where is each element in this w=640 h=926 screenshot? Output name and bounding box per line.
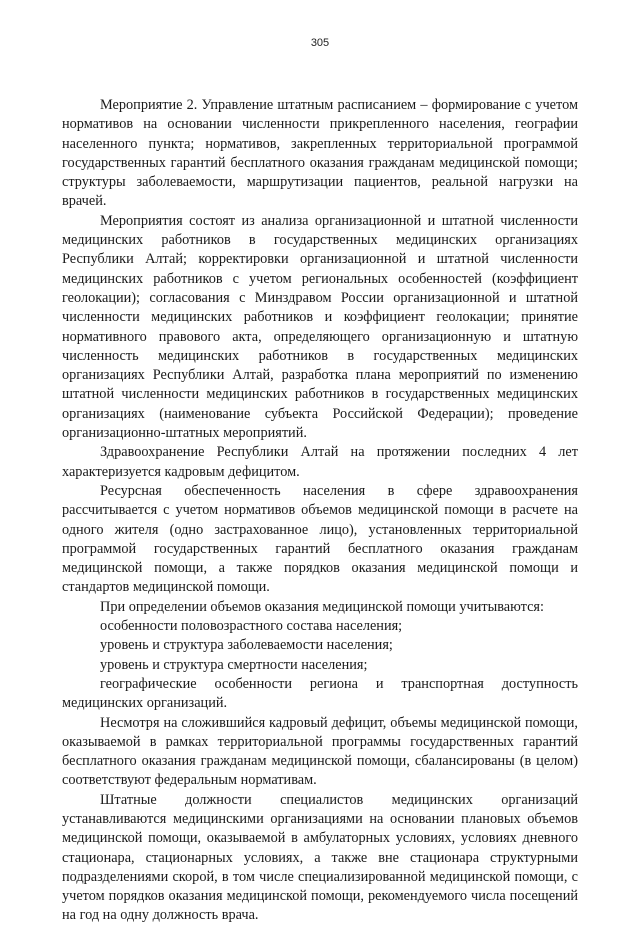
list-item-geography: географические особенности региона и транспортная доступность медицинских организаций. <box>62 675 578 712</box>
list-item-morbidity: уровень и структура заболеваемости населения; <box>100 637 393 654</box>
document-body <box>62 96 578 926</box>
paragraph-resource-provision: Ресурсная обеспеченность населения в сфере здравоохранения рассчитывается с учетом нормативов объемов медицинской помощи в расчете на одного жителя (одно застрахованное лицо), установленных территориальной программой государственных гарантий бесплатного оказания гражданам медицинской помощи, а также порядков оказания медицинской помощи и стандартов медицинской помощи. <box>62 482 578 596</box>
paragraph-balanced-volumes: Несмотря на сложившийся кадровый дефицит, объемы медицинской помощи, оказываемой в рамках территориальной программы государственных гарантий бесплатного оказания гражданам медицинской помощи, сбалансированы (в целом) соответствуют федеральным нормативам. <box>62 714 578 789</box>
paragraph-staff-deficit: Здравоохранение Республики Алтай на протяжении последних 4 лет характеризуется кадровым дефицитом. <box>62 444 578 480</box>
list-item-age-sex-structure: особенности половозрастного состава населения; <box>100 618 403 635</box>
page-number: 305 <box>310 37 330 49</box>
paragraph-measures-composition: Мероприятия состоят из анализа организационной и штатной численности медицинских работников в государственных медицинских организациях Республики Алтай; корректировки организационной и штатной численности медицинских работников с учетом региональных особенностей (коэффициент геолокации); согласования с Минздравом России организационной и штатной численности медицинских работников и коэффициент геолокации; принятие нормативного правового акта, определяющего организационную и штатную численность медицинских работников в государственных медицинских организациях Республики Алтай, разработка плана мероприятий по изменению штатной численности медицинских работников в государственных медицинских организациях (наименование субъекта Российской Федерации); проведение организационно-штатных мероприятий. <box>62 212 578 442</box>
list-item-mortality: уровень и структура смертности населения; <box>100 656 368 673</box>
paragraph-volume-factors-intro: При определении объемов оказания медицинской помощи учитываются: <box>100 598 544 615</box>
paragraph-staff-positions: Штатные должности специалистов медицинских организаций устанавливаются медицинскими организациями на основании плановых объемов медицинской помощи, оказываемой в амбулаторных условиях, условиях дневного стационара, стационарных условиях, а также вне стационара структурными подразделениями скорой, в том числе специализированной медицинской помощи, с учетом порядков оказания медицинской помощи, рекомендуемого числа посещений на год на одну должность врача. <box>62 791 578 924</box>
paragraph-measure-2: Мероприятие 2. Управление штатным расписанием – формирование с учетом нормативов на основании численности прикрепленного населения, географии населенного пункта; нормативов, закрепленных территориальной программой государственных гарантий бесплатного оказания гражданам медицинской помощи; структуры заболеваемости, маршрутизации пациентов, реальной нагрузки на врачей. <box>62 97 578 210</box>
